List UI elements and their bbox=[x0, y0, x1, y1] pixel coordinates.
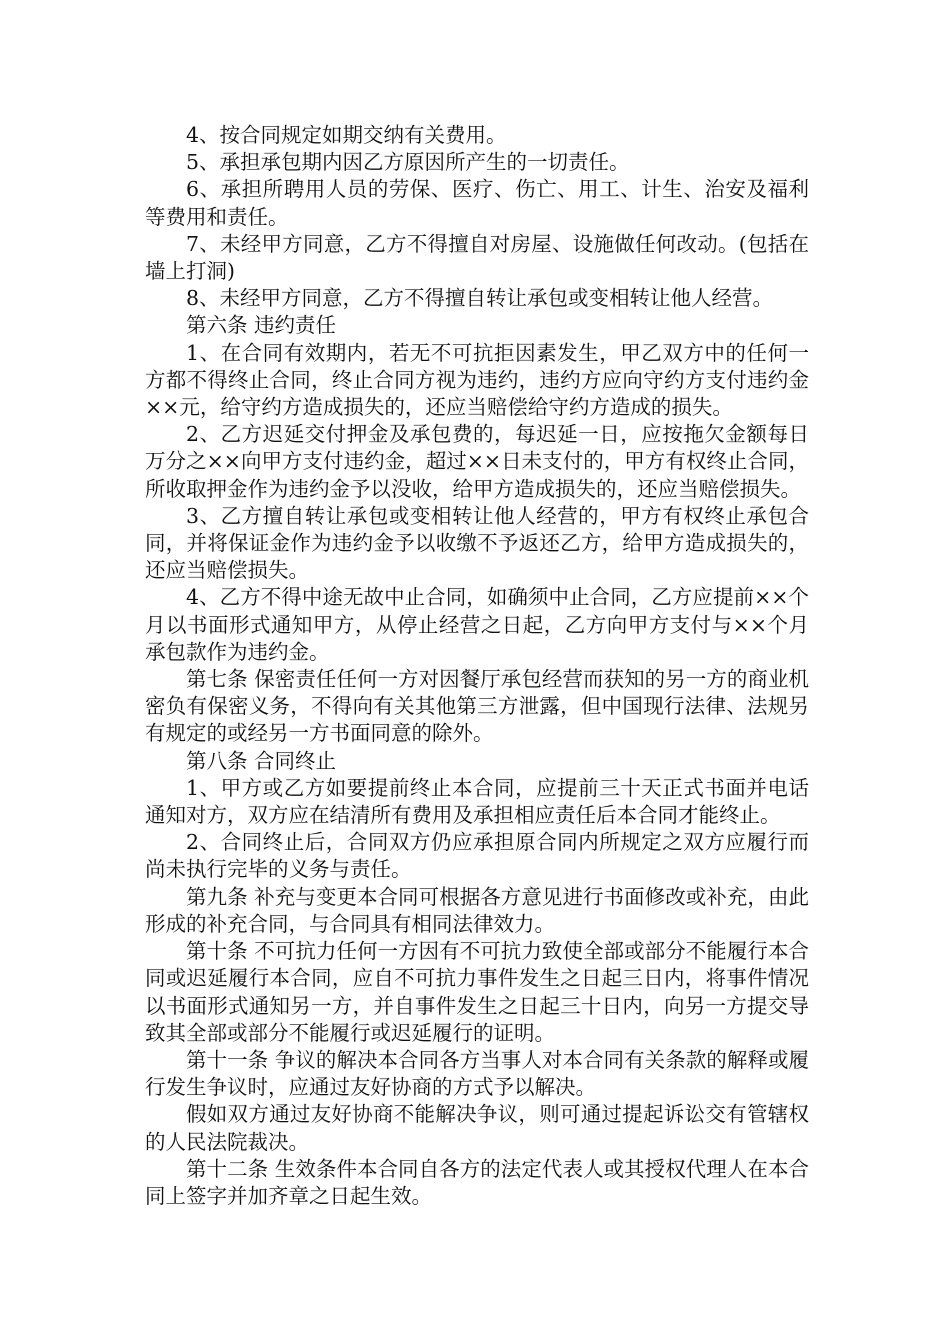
clause-6-item-4: 4、乙方不得中途无故中止合同，如确须中止合同，乙方应提前××个月以书面形式通知甲方，从停止经营之日起，乙方向甲方支付与××个月承包款作为违约金。 bbox=[145, 585, 809, 664]
clause-6-item-1: 1、在合同有效期内，若无不可抗拒因素发生，甲乙双方中的任何一方都不得终止合同，终止合同方视为违约，违约方应向守约方支付违约金××元，给守约方造成损失的，还应当赔偿给守约方造成的损失。 bbox=[145, 340, 809, 420]
clause-6-item-2: 2、乙方迟延交付押金及承包费的，每迟延一日，应按拖欠金额每日万分之××向甲方支付违约金，超过××日未支付的，甲方有权终止合同，所收取押金作为违约金予以没收，给甲方造成损失的，还应当赔偿损失。 bbox=[145, 422, 809, 501]
clause-6-heading: 第六条 违约责任 bbox=[186, 313, 337, 338]
clause-11-litigation: 假如双方通过友好协商不能解决争议，则可通过提起诉讼交有管辖权的人民法院裁决。 bbox=[145, 1102, 809, 1154]
clause-5-item-6: 6、承担所聘用人员的劳保、医疗、伤亡、用工、计生、治安及福利等费用和责任。 bbox=[145, 177, 809, 229]
clause-5-item-7: 7、未经甲方同意，乙方不得擅自对房屋、设施做任何改动。(包括在墙上打洞) bbox=[145, 231, 809, 284]
clause-6-item-3: 3、乙方擅自转让承包或变相转让他人经营的，甲方有权终止承包合同，并将保证金作为违约金予以收缴不予返还乙方，给甲方造成损失的，还应当赔偿损失。 bbox=[145, 503, 809, 583]
clause-10-force-majeure: 第十条 不可抗力任何一方因有不可抗力致使全部或部分不能履行本合同或迟延履行本合同，应自不可抗力事件发生之日起三日内，将事件情况以书面形式通知另一方，并自事件发生之日起三十日内，向另一方提交导致其全部或部分不能履行或迟延履行的证明。 bbox=[145, 939, 809, 1045]
clause-9-amendment: 第九条 补充与变更本合同可根据各方意见进行书面修改或补充，由此形成的补充合同，与合同具有相同法律效力。 bbox=[145, 884, 809, 936]
clause-5-item-8: 8、未经甲方同意，乙方不得擅自转让承包或变相转让他人经营。 bbox=[186, 286, 774, 311]
clause-5-item-5: 5、承担承包期内因乙方原因所产生的一切责任。 bbox=[186, 150, 630, 175]
clause-8-item-2: 2、合同终止后，合同双方仍应承担原合同内所规定之双方应履行而尚未执行完毕的义务与责任。 bbox=[145, 830, 809, 882]
clause-11-dispute: 第十一条 争议的解决本合同各方当事人对本合同有关条款的解释或履行发生争议时，应通过友好协商的方式予以解决。 bbox=[145, 1047, 809, 1100]
clause-8-item-1: 1、甲方或乙方如要提前终止本合同，应提前三十天正式书面并电话通知对方，双方应在结清所有费用及承担相应责任后本合同才能终止。 bbox=[145, 775, 809, 828]
clause-8-heading: 第八条 合同终止 bbox=[186, 748, 337, 773]
clause-12-effectiveness: 第十二条 生效条件本合同自各方的法定代表人或其授权代理人在本合同上签字并加齐章之日起生效。 bbox=[145, 1156, 809, 1208]
clause-7-confidentiality: 第七条 保密责任任何一方对因餐厅承包经营而获知的另一方的商业机密负有保密义务，不得向有关其他第三方泄露，但中国现行法律、法规另有规定的或经另一方书面同意的除外。 bbox=[145, 667, 809, 746]
clause-5-item-4: 4、按合同规定如期交纳有关费用。 bbox=[186, 123, 507, 147]
contract-body bbox=[145, 122, 809, 1210]
